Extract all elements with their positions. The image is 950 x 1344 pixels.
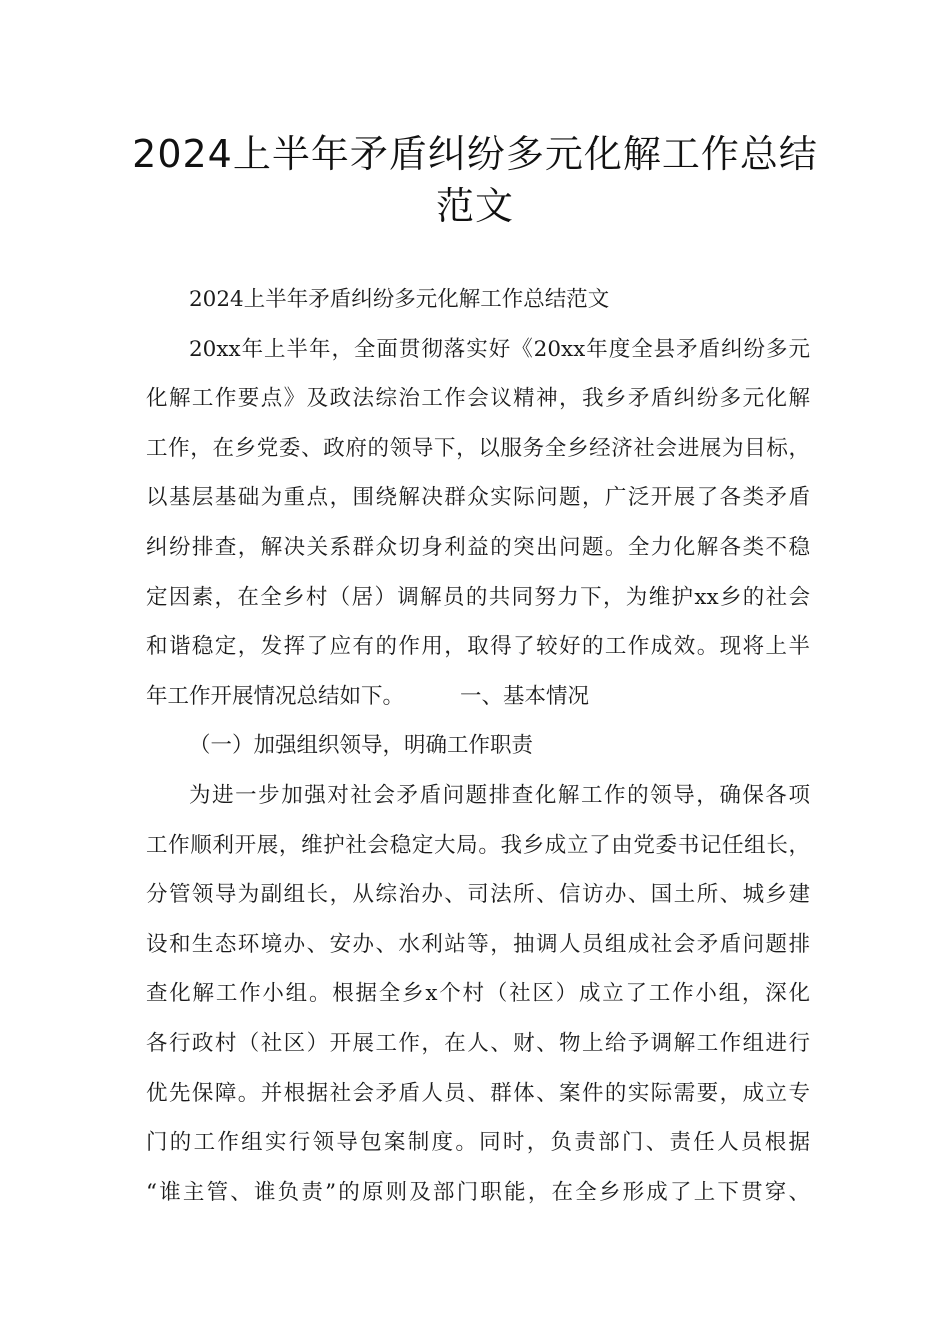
body-line: 定因素，在全乡村（居）调解员的共同努力下，为维护xx乡的社会 [146,584,810,610]
body-line: 2024上半年矛盾纠纷多元化解工作总结范文 [189,287,610,312]
body-line-text: 年工作开展情况总结如下。 [146,683,405,709]
document-title-line-2: 范文 [435,184,514,228]
body-line: 设和生态环境办、安办、水利站等，抽调人员组成社会矛盾问题排 [146,931,810,957]
subsection-heading: （一）加强组织领导，明确工作职责 [189,733,534,759]
body-line: 和谐稳定，发挥了应有的作用，取得了较好的工作成效。现将上半 [146,634,810,660]
body-line: 为进一步加强对社会矛盾问题排查化解工作的领导，确保各项 [189,782,810,808]
body-line: 20xx年上半年，全面贯彻落实好《20xx年度全县矛盾纠纷多元 [189,336,810,362]
body-line: 工作顺利开展，维护社会稳定大局。我乡成立了由党委书记任组长， [146,832,810,858]
body-line: 门的工作组实行领导包案制度。同时，负责部门、责任人员根据 [146,1130,810,1156]
document-title-line-1: 2024上半年矛盾纠纷多元化解工作总结 [132,132,818,176]
document-body [146,282,810,1224]
section-heading: 一、基本情况 [460,683,590,709]
body-line: 优先保障。并根据社会矛盾人员、群体、案件的实际需要，成立专 [146,1080,810,1106]
body-line: 以基层基础为重点，围绕解决群众实际问题，广泛开展了各类矛盾 [146,485,810,511]
body-line: 化解工作要点》及政法综治工作会议精神，我乡矛盾纠纷多元化解 [146,386,810,412]
body-line-with-heading [146,679,810,729]
body-line: 分管领导为副组长，从综治办、司法所、信访办、国土所、城乡建 [146,882,810,908]
body-line: “谁主管、谁负责”的原则及部门职能，在全乡形成了上下贯穿、 [146,1179,810,1205]
body-line: 各行政村（社区）开展工作，在人、财、物上给予调解工作组进行 [146,1030,810,1056]
body-line: 查化解工作小组。根据全乡x个村（社区）成立了工作小组，深化 [146,981,810,1007]
body-line: 纠纷排查，解决关系群众切身利益的突出问题。全力化解各类不稳 [146,534,810,560]
body-line: 工作，在乡党委、政府的领导下，以服务全乡经济社会进展为目标， [146,435,810,461]
